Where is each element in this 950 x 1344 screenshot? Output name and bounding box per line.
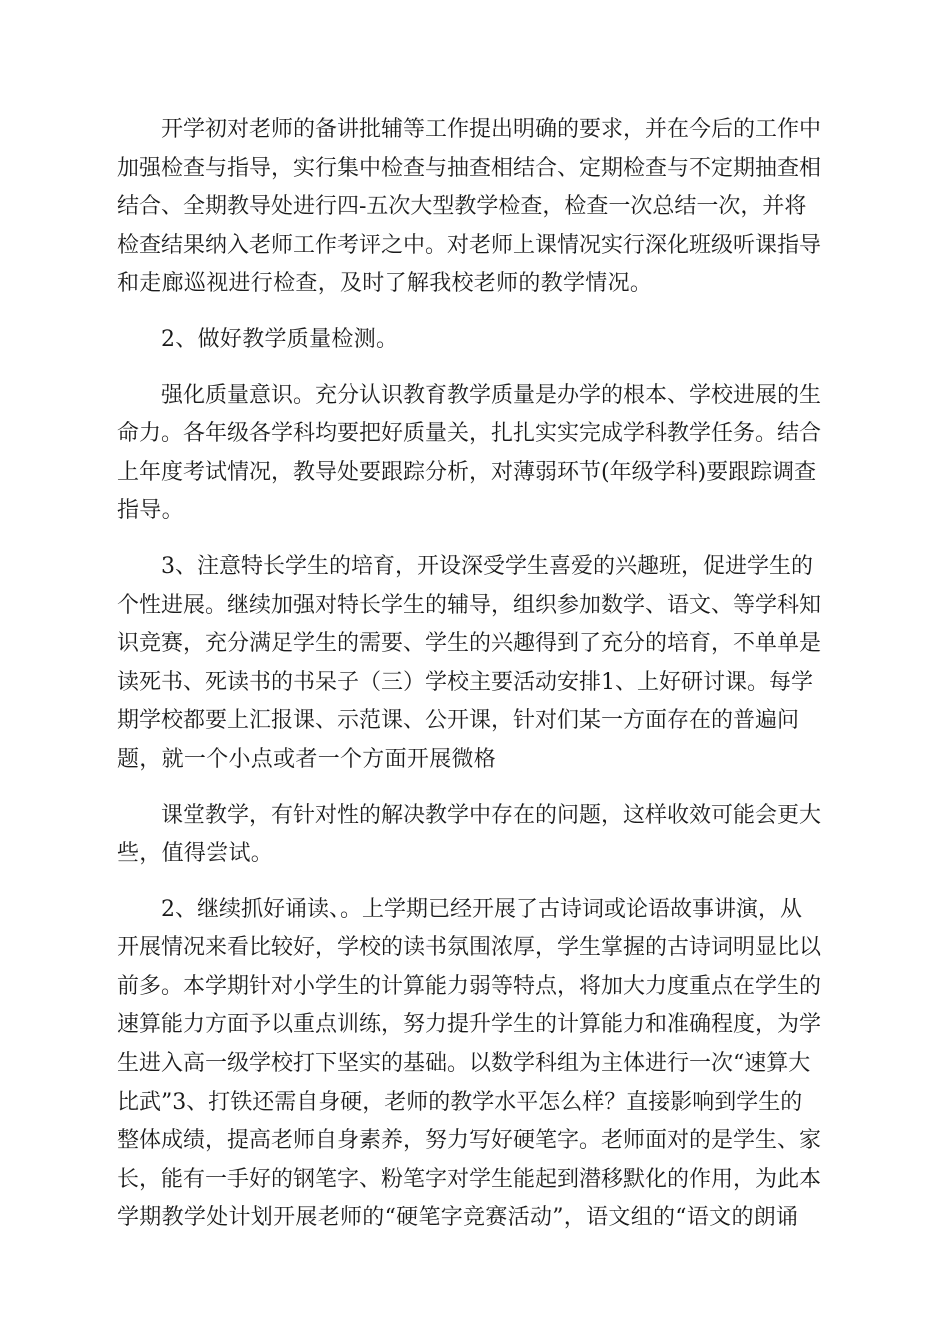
text-line: 开学初对老师的备讲批辅等工作提出明确的要求，并在今后的工作中 bbox=[161, 117, 822, 142]
text-line: 2、做好教学质量检测。 bbox=[161, 326, 399, 352]
text-line: 开展情况来看比较好，学校的读书氛围浓厚，学生掌握的古诗词明显比以 bbox=[117, 935, 822, 961]
text-line: 课堂教学，有针对性的解决教学中存在的问题，这样收效可能会更大 bbox=[161, 802, 822, 828]
text-line: 生进入高一级学校打下坚实的基础。以数学科组为主体进行一次“速算大 bbox=[117, 1051, 811, 1077]
document-body bbox=[117, 111, 833, 1255]
text-line: 检查结果纳入老师工作考评之中。对老师上课情况实行深化班级听课指导 bbox=[117, 232, 822, 258]
text-line: 识竞赛，充分满足学生的需要、学生的兴趣得到了充分的培育，不单单是 bbox=[117, 631, 822, 657]
text-line: 速算能力方面予以重点训练，努力提升学生的计算能力和准确程度，为学 bbox=[117, 1012, 822, 1038]
text-line: 3、注意特长学生的培育，开设深受学生喜爱的兴趣班，促进学生的 bbox=[161, 553, 813, 579]
text-line: 加强检查与指导，实行集中检查与抽查相结合、定期检查与不定期抽查相 bbox=[117, 155, 822, 181]
text-line: 期学校都要上汇报课、示范课、公开课，针对们某一方面存在的普遍问 bbox=[117, 708, 800, 734]
text-line: 强化质量意识。充分认识教育教学质量是办学的根本、学校进展的生 bbox=[161, 382, 822, 408]
paragraph bbox=[117, 548, 833, 780]
text-line: 些，值得尝试。 bbox=[117, 841, 274, 867]
paragraph bbox=[117, 321, 833, 360]
text-line: 长，能有一手好的钢笔字、粉笔字对学生能起到潜移默化的作用，为此本 bbox=[117, 1166, 822, 1192]
text-line: 整体成绩，提高老师自身素养，努力写好硬笔字。老师面对的是学生、家 bbox=[117, 1128, 822, 1154]
paragraph bbox=[117, 111, 833, 304]
text-line: 个性进展。继续加强对特长学生的辅导，组织参加数学、语文、等学科知 bbox=[117, 592, 822, 618]
paragraph bbox=[117, 377, 833, 531]
text-line: 2、继续抓好诵读、。上学期已经开展了古诗词或论语故事讲演，从 bbox=[161, 896, 802, 922]
text-line: 前多。本学期针对小学生的计算能力弱等特点，将加大力度重点在学生的 bbox=[117, 973, 822, 999]
text-line: 读死书、死读书的书呆子（三）学校主要活动安排1、上好研讨课。每学 bbox=[117, 669, 813, 695]
text-line: 指导。 bbox=[117, 498, 184, 524]
text-line: 题，就一个小点或者一个方面开展微格 bbox=[117, 746, 497, 772]
text-line: 学期教学处计划开展老师的“硬笔字竞赛活动”，语文组的“语文的朗诵 bbox=[117, 1205, 799, 1231]
text-line: 上年度考试情况，教导处要跟踪分析，对薄弱环节(年级学科)要跟踪调查 bbox=[117, 459, 817, 485]
text-line: 和走廊巡视进行检查，及时了解我校老师的教学情况。 bbox=[117, 271, 653, 297]
text-line: 命力。各年级各学科均要把好质量关，扎扎实实完成学科教学任务。结合 bbox=[117, 421, 822, 447]
text-line: 结合、全期教导处进行四-五次大型教学检查，检查一次总结一次，并将 bbox=[117, 194, 807, 220]
paragraph bbox=[117, 891, 833, 1238]
paragraph bbox=[117, 797, 833, 874]
text-line: 比武”3、打铁还需自身硬，老师的教学水平怎么样？直接影响到学生的 bbox=[117, 1089, 803, 1115]
